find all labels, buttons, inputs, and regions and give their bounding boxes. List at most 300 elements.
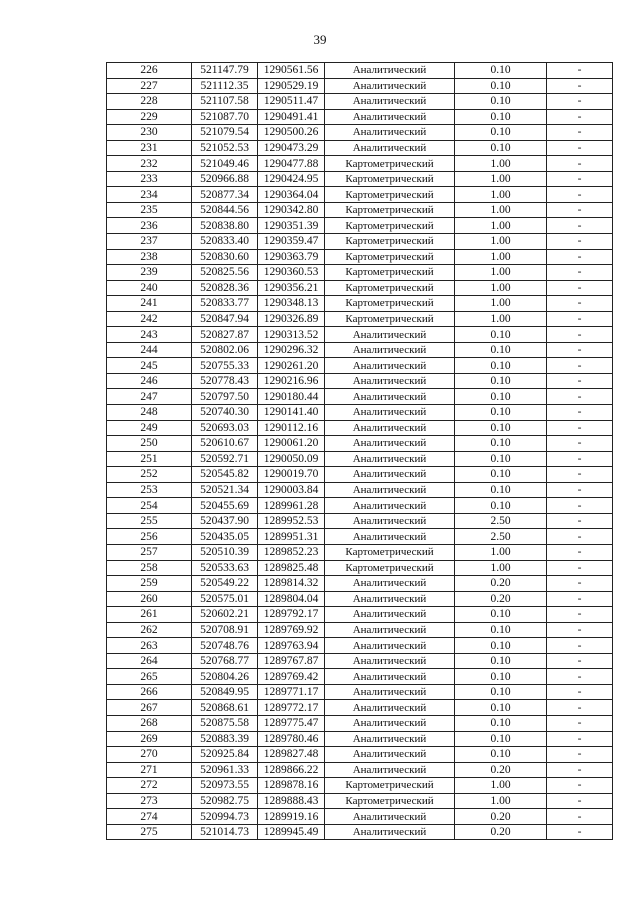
page-number: 39 (313, 32, 327, 47)
y-coordinate-cell: 1289772.17 (258, 700, 325, 716)
x-coordinate-cell: 521147.79 (192, 63, 258, 79)
method-cell: Картометрический (325, 171, 455, 187)
point-number-cell: 253 (107, 482, 192, 498)
method-cell: Аналитический (325, 420, 455, 436)
accuracy-cell: 2.50 (455, 513, 547, 529)
coordinates-table-body (107, 63, 613, 840)
note-cell: - (547, 607, 613, 623)
note-cell: - (547, 218, 613, 234)
point-number-cell: 233 (107, 171, 192, 187)
x-coordinate-cell: 520778.43 (192, 373, 258, 389)
x-coordinate-cell: 520521.34 (192, 482, 258, 498)
table-row (107, 669, 613, 685)
x-coordinate-cell: 520833.77 (192, 296, 258, 312)
accuracy-cell: 0.20 (455, 824, 547, 840)
y-coordinate-cell: 1290216.96 (258, 373, 325, 389)
table-row (107, 700, 613, 716)
accuracy-cell: 2.50 (455, 529, 547, 545)
x-coordinate-cell: 520455.69 (192, 498, 258, 514)
accuracy-cell: 0.10 (455, 451, 547, 467)
accuracy-cell: 0.10 (455, 63, 547, 79)
point-number-cell: 258 (107, 560, 192, 576)
x-coordinate-cell: 520602.21 (192, 607, 258, 623)
point-number-cell: 235 (107, 202, 192, 218)
y-coordinate-cell: 1289814.32 (258, 576, 325, 592)
y-coordinate-cell: 1290141.40 (258, 405, 325, 421)
table-row (107, 156, 613, 172)
accuracy-cell: 0.10 (455, 700, 547, 716)
y-coordinate-cell: 1290342.80 (258, 202, 325, 218)
x-coordinate-cell: 520849.95 (192, 684, 258, 700)
y-coordinate-cell: 1289825.48 (258, 560, 325, 576)
point-number-cell: 271 (107, 762, 192, 778)
note-cell: - (547, 762, 613, 778)
x-coordinate-cell: 520994.73 (192, 809, 258, 825)
accuracy-cell: 1.00 (455, 793, 547, 809)
point-number-cell: 259 (107, 576, 192, 592)
point-number-cell: 268 (107, 715, 192, 731)
note-cell: - (547, 560, 613, 576)
note-cell: - (547, 327, 613, 343)
x-coordinate-cell: 521079.54 (192, 125, 258, 141)
note-cell: - (547, 638, 613, 654)
x-coordinate-cell: 520982.75 (192, 793, 258, 809)
x-coordinate-cell: 520549.22 (192, 576, 258, 592)
x-coordinate-cell: 521049.46 (192, 156, 258, 172)
accuracy-cell: 0.10 (455, 731, 547, 747)
y-coordinate-cell: 1290003.84 (258, 482, 325, 498)
table-row (107, 544, 613, 560)
table-row (107, 731, 613, 747)
point-number-cell: 236 (107, 218, 192, 234)
method-cell: Картометрический (325, 778, 455, 794)
note-cell: - (547, 63, 613, 79)
y-coordinate-cell: 1289866.22 (258, 762, 325, 778)
method-cell: Аналитический (325, 342, 455, 358)
x-coordinate-cell: 520844.56 (192, 202, 258, 218)
x-coordinate-cell: 520533.63 (192, 560, 258, 576)
accuracy-cell: 0.10 (455, 405, 547, 421)
table-row (107, 405, 613, 421)
point-number-cell: 248 (107, 405, 192, 421)
x-coordinate-cell: 520802.06 (192, 342, 258, 358)
method-cell: Аналитический (325, 684, 455, 700)
table-row (107, 715, 613, 731)
note-cell: - (547, 824, 613, 840)
x-coordinate-cell: 520973.55 (192, 778, 258, 794)
accuracy-cell: 0.10 (455, 389, 547, 405)
method-cell: Картометрический (325, 793, 455, 809)
x-coordinate-cell: 520830.60 (192, 249, 258, 265)
x-coordinate-cell: 520545.82 (192, 467, 258, 483)
accuracy-cell: 1.00 (455, 218, 547, 234)
y-coordinate-cell: 1289919.16 (258, 809, 325, 825)
table-row (107, 809, 613, 825)
note-cell: - (547, 109, 613, 125)
point-number-cell: 256 (107, 529, 192, 545)
method-cell: Аналитический (325, 78, 455, 94)
point-number-cell: 237 (107, 234, 192, 250)
x-coordinate-cell: 520693.03 (192, 420, 258, 436)
point-number-cell: 269 (107, 731, 192, 747)
x-coordinate-cell: 520925.84 (192, 747, 258, 763)
note-cell: - (547, 622, 613, 638)
table-row (107, 265, 613, 281)
note-cell: - (547, 171, 613, 187)
note-cell: - (547, 405, 613, 421)
note-cell: - (547, 311, 613, 327)
method-cell: Картометрический (325, 296, 455, 312)
method-cell: Картометрический (325, 234, 455, 250)
note-cell: - (547, 467, 613, 483)
accuracy-cell: 0.10 (455, 638, 547, 654)
accuracy-cell: 1.00 (455, 544, 547, 560)
note-cell: - (547, 591, 613, 607)
point-number-cell: 231 (107, 140, 192, 156)
accuracy-cell: 0.10 (455, 684, 547, 700)
y-coordinate-cell: 1289763.94 (258, 638, 325, 654)
method-cell: Аналитический (325, 405, 455, 421)
table-row (107, 498, 613, 514)
point-number-cell: 249 (107, 420, 192, 436)
note-cell: - (547, 700, 613, 716)
y-coordinate-cell: 1290529.19 (258, 78, 325, 94)
note-cell: - (547, 187, 613, 203)
x-coordinate-cell: 520825.56 (192, 265, 258, 281)
note-cell: - (547, 669, 613, 685)
note-cell: - (547, 653, 613, 669)
x-coordinate-cell: 520510.39 (192, 544, 258, 560)
table-row (107, 529, 613, 545)
note-cell: - (547, 358, 613, 374)
point-number-cell: 264 (107, 653, 192, 669)
x-coordinate-cell: 520740.30 (192, 405, 258, 421)
note-cell: - (547, 140, 613, 156)
table-row (107, 622, 613, 638)
method-cell: Аналитический (325, 529, 455, 545)
y-coordinate-cell: 1290491.41 (258, 109, 325, 125)
point-number-cell: 228 (107, 94, 192, 110)
accuracy-cell: 0.10 (455, 420, 547, 436)
point-number-cell: 230 (107, 125, 192, 141)
point-number-cell: 261 (107, 607, 192, 623)
y-coordinate-cell: 1289780.46 (258, 731, 325, 747)
y-coordinate-cell: 1290261.20 (258, 358, 325, 374)
x-coordinate-cell: 520883.39 (192, 731, 258, 747)
accuracy-cell: 0.10 (455, 94, 547, 110)
table-row (107, 202, 613, 218)
y-coordinate-cell: 1289945.49 (258, 824, 325, 840)
accuracy-cell: 1.00 (455, 234, 547, 250)
accuracy-cell: 0.10 (455, 622, 547, 638)
point-number-cell: 243 (107, 327, 192, 343)
table-row (107, 94, 613, 110)
method-cell: Аналитический (325, 125, 455, 141)
note-cell: - (547, 451, 613, 467)
y-coordinate-cell: 1289792.17 (258, 607, 325, 623)
method-cell: Аналитический (325, 498, 455, 514)
y-coordinate-cell: 1289878.16 (258, 778, 325, 794)
x-coordinate-cell: 520797.50 (192, 389, 258, 405)
table-row (107, 482, 613, 498)
x-coordinate-cell: 520966.88 (192, 171, 258, 187)
note-cell: - (547, 747, 613, 763)
point-number-cell: 234 (107, 187, 192, 203)
y-coordinate-cell: 1290500.26 (258, 125, 325, 141)
y-coordinate-cell: 1289951.31 (258, 529, 325, 545)
method-cell: Картометрический (325, 265, 455, 281)
method-cell: Аналитический (325, 109, 455, 125)
point-number-cell: 246 (107, 373, 192, 389)
x-coordinate-cell: 520833.40 (192, 234, 258, 250)
point-number-cell: 238 (107, 249, 192, 265)
y-coordinate-cell: 1290511.47 (258, 94, 325, 110)
y-coordinate-cell: 1289888.43 (258, 793, 325, 809)
method-cell: Картометрический (325, 202, 455, 218)
x-coordinate-cell: 520877.34 (192, 187, 258, 203)
x-coordinate-cell: 520592.71 (192, 451, 258, 467)
accuracy-cell: 0.10 (455, 373, 547, 389)
note-cell: - (547, 793, 613, 809)
method-cell: Картометрический (325, 560, 455, 576)
method-cell: Картометрический (325, 187, 455, 203)
method-cell: Аналитический (325, 809, 455, 825)
note-cell: - (547, 778, 613, 794)
accuracy-cell: 0.10 (455, 342, 547, 358)
y-coordinate-cell: 1289827.48 (258, 747, 325, 763)
x-coordinate-cell: 521014.73 (192, 824, 258, 840)
accuracy-cell: 1.00 (455, 280, 547, 296)
x-coordinate-cell: 520437.90 (192, 513, 258, 529)
y-coordinate-cell: 1290473.29 (258, 140, 325, 156)
method-cell: Картометрический (325, 311, 455, 327)
y-coordinate-cell: 1289775.47 (258, 715, 325, 731)
x-coordinate-cell: 520755.33 (192, 358, 258, 374)
point-number-cell: 270 (107, 747, 192, 763)
note-cell: - (547, 482, 613, 498)
table-row (107, 296, 613, 312)
point-number-cell: 274 (107, 809, 192, 825)
point-number-cell: 226 (107, 63, 192, 79)
table-row (107, 311, 613, 327)
table-row (107, 451, 613, 467)
method-cell: Аналитический (325, 762, 455, 778)
accuracy-cell: 0.10 (455, 109, 547, 125)
y-coordinate-cell: 1290061.20 (258, 436, 325, 452)
point-number-cell: 266 (107, 684, 192, 700)
accuracy-cell: 0.10 (455, 498, 547, 514)
table-row (107, 373, 613, 389)
y-coordinate-cell: 1289852.23 (258, 544, 325, 560)
table-row (107, 234, 613, 250)
method-cell: Аналитический (325, 358, 455, 374)
table-row (107, 607, 613, 623)
point-number-cell: 229 (107, 109, 192, 125)
table-row (107, 684, 613, 700)
x-coordinate-cell: 520708.91 (192, 622, 258, 638)
point-number-cell: 257 (107, 544, 192, 560)
table-row (107, 591, 613, 607)
note-cell: - (547, 809, 613, 825)
table-row (107, 171, 613, 187)
y-coordinate-cell: 1289767.87 (258, 653, 325, 669)
method-cell: Аналитический (325, 622, 455, 638)
accuracy-cell: 0.10 (455, 358, 547, 374)
note-cell: - (547, 544, 613, 560)
method-cell: Картометрический (325, 280, 455, 296)
x-coordinate-cell: 520435.05 (192, 529, 258, 545)
y-coordinate-cell: 1289769.42 (258, 669, 325, 685)
table-row (107, 513, 613, 529)
point-number-cell: 260 (107, 591, 192, 607)
point-number-cell: 255 (107, 513, 192, 529)
note-cell: - (547, 529, 613, 545)
method-cell: Аналитический (325, 731, 455, 747)
x-coordinate-cell: 521087.70 (192, 109, 258, 125)
x-coordinate-cell: 520868.61 (192, 700, 258, 716)
table-row (107, 436, 613, 452)
note-cell: - (547, 420, 613, 436)
table-row (107, 778, 613, 794)
accuracy-cell: 0.10 (455, 653, 547, 669)
y-coordinate-cell: 1289952.53 (258, 513, 325, 529)
note-cell: - (547, 389, 613, 405)
table-row (107, 280, 613, 296)
y-coordinate-cell: 1290359.47 (258, 234, 325, 250)
point-number-cell: 232 (107, 156, 192, 172)
note-cell: - (547, 498, 613, 514)
method-cell: Картометрический (325, 544, 455, 560)
y-coordinate-cell: 1290019.70 (258, 467, 325, 483)
x-coordinate-cell: 521052.53 (192, 140, 258, 156)
table-row (107, 638, 613, 654)
accuracy-cell: 0.10 (455, 482, 547, 498)
y-coordinate-cell: 1290313.52 (258, 327, 325, 343)
x-coordinate-cell: 520575.01 (192, 591, 258, 607)
point-number-cell: 272 (107, 778, 192, 794)
accuracy-cell: 0.10 (455, 669, 547, 685)
method-cell: Аналитический (325, 747, 455, 763)
x-coordinate-cell: 520847.94 (192, 311, 258, 327)
table-row (107, 249, 613, 265)
method-cell: Аналитический (325, 327, 455, 343)
accuracy-cell: 1.00 (455, 156, 547, 172)
y-coordinate-cell: 1290561.56 (258, 63, 325, 79)
x-coordinate-cell: 520838.80 (192, 218, 258, 234)
accuracy-cell: 0.20 (455, 591, 547, 607)
point-number-cell: 244 (107, 342, 192, 358)
table-row (107, 747, 613, 763)
note-cell: - (547, 684, 613, 700)
table-row (107, 140, 613, 156)
note-cell: - (547, 234, 613, 250)
x-coordinate-cell: 520961.33 (192, 762, 258, 778)
method-cell: Аналитический (325, 436, 455, 452)
method-cell: Аналитический (325, 63, 455, 79)
note-cell: - (547, 576, 613, 592)
point-number-cell: 245 (107, 358, 192, 374)
method-cell: Аналитический (325, 638, 455, 654)
y-coordinate-cell: 1289769.92 (258, 622, 325, 638)
note-cell: - (547, 715, 613, 731)
point-number-cell: 239 (107, 265, 192, 281)
x-coordinate-cell: 520804.26 (192, 669, 258, 685)
note-cell: - (547, 94, 613, 110)
note-cell: - (547, 513, 613, 529)
y-coordinate-cell: 1289804.04 (258, 591, 325, 607)
method-cell: Аналитический (325, 607, 455, 623)
accuracy-cell: 0.20 (455, 576, 547, 592)
method-cell: Аналитический (325, 591, 455, 607)
point-number-cell: 242 (107, 311, 192, 327)
y-coordinate-cell: 1290356.21 (258, 280, 325, 296)
point-number-cell: 227 (107, 78, 192, 94)
coordinates-table (106, 62, 613, 840)
table-row (107, 762, 613, 778)
note-cell: - (547, 249, 613, 265)
point-number-cell: 250 (107, 436, 192, 452)
y-coordinate-cell: 1290180.44 (258, 389, 325, 405)
method-cell: Аналитический (325, 94, 455, 110)
method-cell: Аналитический (325, 824, 455, 840)
point-number-cell: 254 (107, 498, 192, 514)
x-coordinate-cell: 520875.58 (192, 715, 258, 731)
method-cell: Аналитический (325, 467, 455, 483)
accuracy-cell: 0.10 (455, 607, 547, 623)
point-number-cell: 241 (107, 296, 192, 312)
y-coordinate-cell: 1290351.39 (258, 218, 325, 234)
table-row (107, 218, 613, 234)
point-number-cell: 267 (107, 700, 192, 716)
accuracy-cell: 0.10 (455, 140, 547, 156)
note-cell: - (547, 373, 613, 389)
table-row (107, 389, 613, 405)
note-cell: - (547, 156, 613, 172)
method-cell: Аналитический (325, 700, 455, 716)
x-coordinate-cell: 520828.36 (192, 280, 258, 296)
accuracy-cell: 0.10 (455, 327, 547, 343)
table-row (107, 793, 613, 809)
accuracy-cell: 1.00 (455, 265, 547, 281)
table-row (107, 653, 613, 669)
accuracy-cell: 0.10 (455, 747, 547, 763)
point-number-cell: 251 (107, 451, 192, 467)
accuracy-cell: 0.20 (455, 809, 547, 825)
x-coordinate-cell: 521112.35 (192, 78, 258, 94)
accuracy-cell: 0.10 (455, 78, 547, 94)
table-row (107, 327, 613, 343)
x-coordinate-cell: 520610.67 (192, 436, 258, 452)
y-coordinate-cell: 1290326.89 (258, 311, 325, 327)
note-cell: - (547, 731, 613, 747)
y-coordinate-cell: 1290050.09 (258, 451, 325, 467)
method-cell: Аналитический (325, 653, 455, 669)
point-number-cell: 273 (107, 793, 192, 809)
note-cell: - (547, 202, 613, 218)
table-row (107, 109, 613, 125)
method-cell: Картометрический (325, 249, 455, 265)
y-coordinate-cell: 1290477.88 (258, 156, 325, 172)
point-number-cell: 262 (107, 622, 192, 638)
x-coordinate-cell: 521107.58 (192, 94, 258, 110)
note-cell: - (547, 125, 613, 141)
accuracy-cell: 0.10 (455, 125, 547, 141)
y-coordinate-cell: 1290363.79 (258, 249, 325, 265)
y-coordinate-cell: 1290296.32 (258, 342, 325, 358)
y-coordinate-cell: 1290424.95 (258, 171, 325, 187)
y-coordinate-cell: 1290364.04 (258, 187, 325, 203)
table-row (107, 78, 613, 94)
